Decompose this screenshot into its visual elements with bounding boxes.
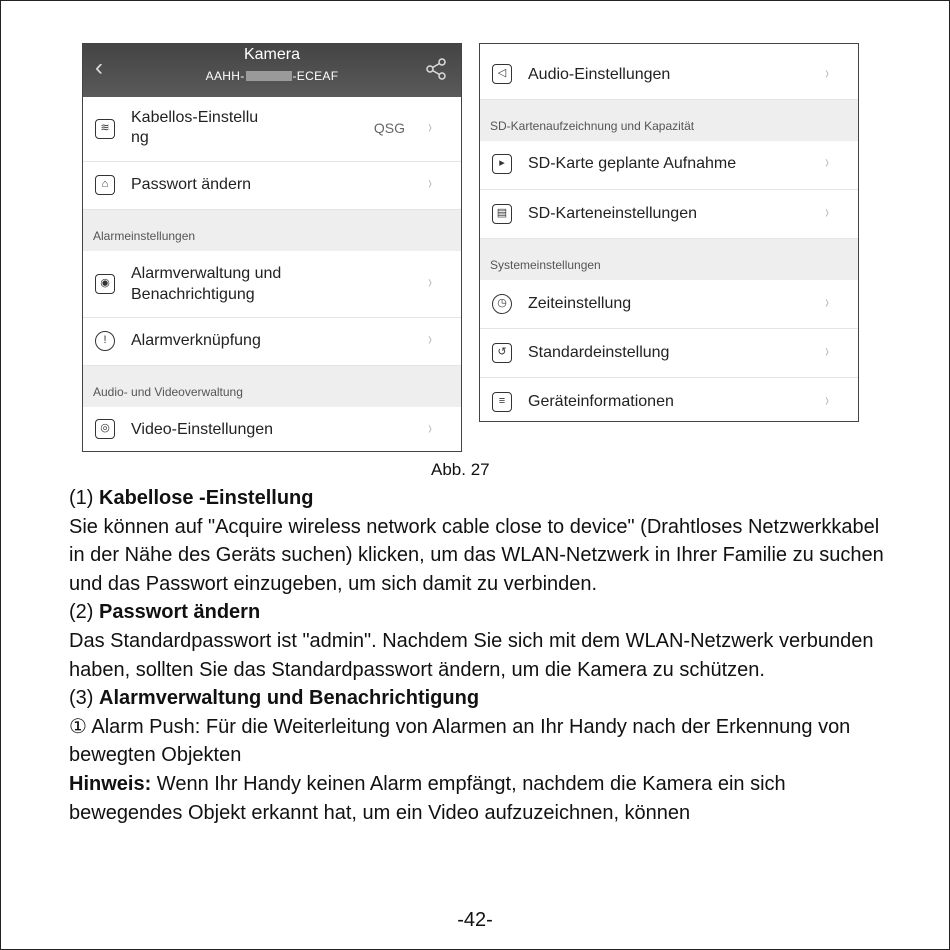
back-arrow-icon[interactable]: ‹ <box>95 54 103 81</box>
reset-icon: ↺ <box>492 343 512 363</box>
row-label: Passwort ändern <box>131 176 252 193</box>
row-device-info[interactable] <box>480 378 858 422</box>
chevron-right-icon: › <box>825 152 829 172</box>
section-title: Audio- und Videoverwaltung <box>93 385 243 399</box>
chevron-right-icon: › <box>428 329 432 349</box>
heading-3 <box>69 684 889 713</box>
row-alarm-management[interactable] <box>83 251 461 318</box>
row-label: Audio-Einstellungen <box>528 66 671 83</box>
heading-1 <box>69 484 889 513</box>
section-title: SD-Kartenaufzeichnung und Kapazität <box>490 119 695 133</box>
row-label: SD-Karte geplante Aufnahme <box>528 155 737 172</box>
header-title: Kamera <box>243 46 301 63</box>
section-title: Alarmeinstellungen <box>93 229 196 243</box>
sd-card-icon: ▤ <box>492 204 512 224</box>
row-audio-settings[interactable] <box>480 44 858 100</box>
app-header <box>83 44 461 97</box>
heading-text: Alarmverwaltung und Benachrichtigung <box>99 687 480 710</box>
row-label: Kabellos-Einstellu <box>131 109 259 126</box>
wifi-icon: ≋ <box>95 119 115 139</box>
row-change-password[interactable] <box>83 162 461 210</box>
alarm-link-icon: ! <box>95 331 115 351</box>
chevron-right-icon: › <box>825 63 829 83</box>
section-header <box>83 366 461 407</box>
row-video-settings[interactable] <box>83 407 461 452</box>
heading-number: (3) <box>69 687 99 710</box>
heading-number: (1) <box>69 487 99 509</box>
device-id-suffix: -ECEAF <box>292 69 339 83</box>
heading-text: Kabellose -Einstellung <box>99 487 314 509</box>
chevron-right-icon: › <box>825 390 829 410</box>
heading-2 <box>69 598 889 627</box>
chevron-right-icon: › <box>428 173 432 193</box>
chevron-right-icon: › <box>428 418 432 438</box>
row-label: Alarmverknüpfung <box>131 332 261 349</box>
row-sd-scheduled-recording[interactable] <box>480 141 858 190</box>
row-wireless-settings[interactable] <box>83 97 461 162</box>
row-time-settings[interactable] <box>480 280 858 329</box>
alarm-bell-icon: ◉ <box>95 274 115 294</box>
figure-caption: Abb. 27 <box>431 460 490 479</box>
heading-text: Passwort ändern <box>99 601 261 624</box>
chevron-right-icon: › <box>428 272 432 292</box>
paragraph-3: ① Alarm Push: Für die Weiterleitung von Alarmen an Ihr Handy nach der Erkennung von bewegten Objekten <box>69 715 851 767</box>
chevron-right-icon: › <box>825 202 829 222</box>
section-header <box>83 210 461 251</box>
device-id <box>83 69 461 83</box>
row-label-line2: ng <box>131 129 149 146</box>
note-paragraph <box>69 770 889 827</box>
row-label: Video-Einstellungen <box>131 421 274 438</box>
redacted-block <box>246 71 292 81</box>
row-label: Standardeinstellung <box>528 344 670 361</box>
row-label: Geräteinformationen <box>528 393 674 410</box>
lock-icon: ⌂ <box>95 175 115 195</box>
chevron-right-icon: › <box>428 117 432 137</box>
manual-text <box>69 484 889 827</box>
row-value: QSG <box>373 120 405 136</box>
section-header <box>480 100 858 141</box>
note-text: Wenn Ihr Handy keinen Alarm empfängt, nachdem die Kamera ein sich bewegendes Objekt erkannt hat, um ein Video aufzuzeichnen, können <box>69 772 786 824</box>
section-header <box>480 239 858 280</box>
page-number: -42- <box>457 909 493 931</box>
chevron-right-icon: › <box>825 292 829 312</box>
chevron-right-icon: › <box>825 341 829 361</box>
settings-screen-left <box>82 43 462 452</box>
row-label: Alarmverwaltung und <box>131 265 282 282</box>
row-default-settings[interactable] <box>480 329 858 378</box>
section-title: Systemeinstellungen <box>490 258 601 272</box>
row-sd-settings[interactable] <box>480 190 858 239</box>
paragraph-2: Das Standardpasswort ist "admin". Nachdem Sie sich mit dem WLAN-Netzwerk verbunden haben, sollten Sie das Standardpasswort ändern, um die Kamera zu schützen. <box>69 629 874 681</box>
camera-icon: ◎ <box>95 419 115 439</box>
speaker-icon: ◁ <box>492 64 512 84</box>
row-alarm-link[interactable] <box>83 318 461 366</box>
note-label: Hinweis: <box>69 772 152 795</box>
settings-screen-right <box>479 43 859 422</box>
row-label: SD-Karteneinstellungen <box>528 205 697 222</box>
record-icon: ▸ <box>492 154 512 174</box>
heading-number: (2) <box>69 601 99 624</box>
row-label: Zeiteinstellung <box>528 295 632 312</box>
clock-icon: ◷ <box>492 294 512 314</box>
row-label-line2: Benachrichtigung <box>131 286 255 303</box>
device-id-prefix: AAHH- <box>205 69 245 83</box>
device-info-icon: ≡ <box>492 392 512 412</box>
share-icon[interactable] <box>425 58 447 80</box>
paragraph-1: Sie können auf "Acquire wireless network cable close to device" (Drahtloses Netzwerkkabel in der Nähe des Geräts suchen) klicken, um das WLAN-Netzwerk in Ihrer Familie zu suchen und das Passwort einzugeben, um sich damit zu verbinden. <box>69 515 884 595</box>
